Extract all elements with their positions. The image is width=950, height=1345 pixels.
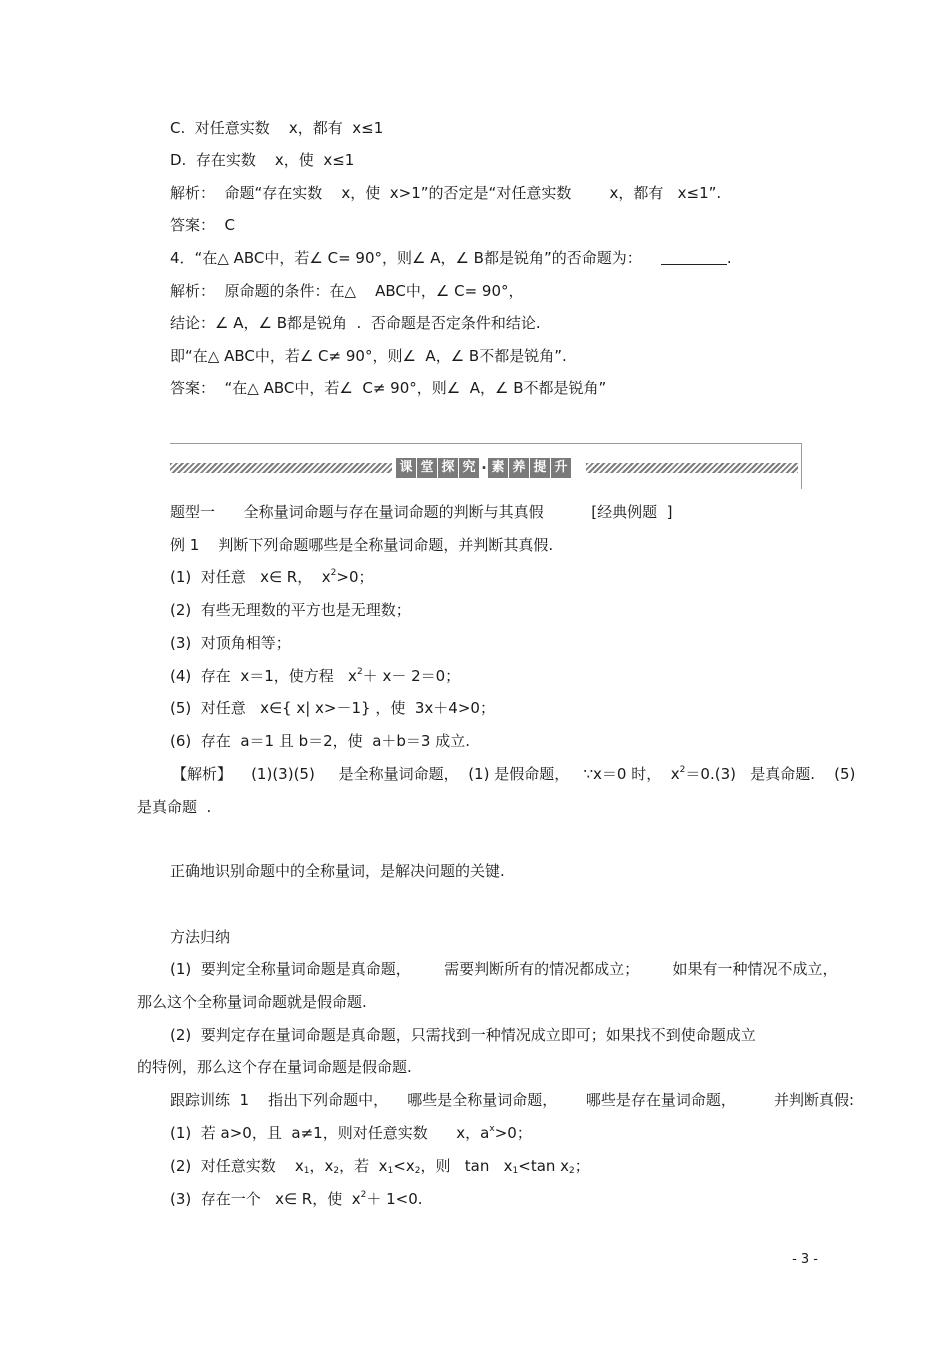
method-2: (2) 要判定存在量词命题是真命题，只需找到一种情况成立即可；如果找不到使命题成立 <box>170 1026 756 1044</box>
question-4-end: . <box>726 249 732 267</box>
banner-title <box>396 457 572 479</box>
banner-hatch-left <box>170 463 392 473</box>
banner-separator: · <box>481 459 487 477</box>
practice-2-text: <tan x <box>518 1157 570 1175</box>
banner-rule <box>170 443 802 444</box>
question-4 <box>170 248 732 268</box>
item-3: (3) 对顶角相等； <box>170 634 291 652</box>
banner-edge <box>801 443 802 489</box>
item-1-end: >0； <box>336 568 374 586</box>
practice-1-text: (1) 若 a>0，且 a≠1，则对任意实数 x，a <box>170 1124 490 1142</box>
practice-2-text: ，则 tan x <box>420 1157 513 1175</box>
practice-3-text: (3) 存在一个 x∈ R，使 x <box>170 1190 361 1208</box>
method-2-cont: 的特例，那么这个存在量词命题是假命题. <box>137 1058 412 1076</box>
answer-blank <box>661 250 727 265</box>
banner-char: 课 <box>396 458 416 478</box>
method-1-cont: 那么这个全称量词命题就是假命题. <box>137 993 367 1011</box>
page-number: - 3 - <box>792 1252 818 1267</box>
exponent: 2 <box>356 667 363 677</box>
subscript: 2 <box>333 1166 340 1176</box>
practice-2-text: (2) 对任意实数 x <box>170 1157 304 1175</box>
answer-3: 答案： C <box>170 216 236 234</box>
tip: 正确地识别命题中的全称量词，是解决问题的关键. <box>170 862 505 880</box>
question-4-text: 4．“在△ ABC中，若∠ C= 90°，则∠ A，∠ B都是锐角”的否命题为： <box>170 249 642 267</box>
banner-char: 升 <box>551 458 571 478</box>
subscript: 1 <box>303 1166 310 1176</box>
practice-3 <box>170 1189 423 1209</box>
subscript: 2 <box>414 1166 421 1176</box>
exponent: 2 <box>330 568 337 578</box>
item-4-end: ＋ x－ 2＝0； <box>362 667 461 685</box>
subscript: 1 <box>387 1166 394 1176</box>
banner-char: 提 <box>530 458 550 478</box>
item-5: (5) 对任意 x∈{ x| x>－1} ，使 3x＋4>0； <box>170 699 495 717</box>
practice-1 <box>170 1123 532 1143</box>
solution-line-1 <box>172 764 855 784</box>
practice-1-end: >0； <box>494 1124 532 1142</box>
item-4-text: (4) 存在 x＝1，使方程 x <box>170 667 357 685</box>
type-heading: 题型一 全称量词命题与存在量词命题的判断与其真假 [经典例题 ] <box>170 503 673 521</box>
section-banner <box>170 443 802 489</box>
subscript: 1 <box>512 1166 519 1176</box>
exponent: x <box>489 1124 495 1134</box>
answer-4: 答案： “在△ ABC中，若∠ C≠ 90°，则∠ A，∠ B不都是锐角” <box>170 379 607 397</box>
practice-2-text: <x <box>393 1157 415 1175</box>
solution-line-2: 是真命题 . <box>137 798 212 816</box>
negation-4: 即“在△ ABC中，若∠ C≠ 90°，则∠ A，∠ B不都是锐角”. <box>170 347 567 365</box>
method-heading: 方法归纳 <box>170 928 231 946</box>
exponent: 2 <box>679 765 686 775</box>
method-1: (1) 要判定全称量词命题是真命题， 需要判断所有的情况都成立； 如果有一种情况不成立， <box>170 960 838 978</box>
practice-3-end: ＋ 1<0. <box>366 1190 423 1208</box>
item-6: (6) 存在 a＝1 且 b＝2，使 a＋b＝3 成立. <box>170 732 470 750</box>
item-1-text: (1) 对任意 x∈ R， x <box>170 568 331 586</box>
practice-2-text: ，若 x <box>339 1157 388 1175</box>
item-2: (2) 有些无理数的平方也是无理数； <box>170 601 411 619</box>
option-d: D. 存在实数 x，使 x≤1 <box>170 151 355 169</box>
item-1 <box>170 567 374 587</box>
solution-end: ＝0.(3) 是真命题. (5) <box>685 765 856 783</box>
practice-2-text: ，x <box>309 1157 334 1175</box>
banner-char: 堂 <box>417 458 437 478</box>
analysis-3: 解析： 命题“存在实数 x，使 x>1”的否定是“对任意实数 x，都有 x≤1”. <box>170 184 722 202</box>
banner-hatch-right <box>586 463 798 473</box>
item-4 <box>170 666 460 686</box>
subscript: 2 <box>569 1166 575 1176</box>
example-1: 例 1 判断下列命题哪些是全称量词命题，并判断其真假. <box>170 536 554 554</box>
option-c: C. 对任意实数 x，都有 x≤1 <box>170 119 384 137</box>
conclusion-4: 结论：∠ A，∠ B都是锐角 . 否命题是否定条件和结论. <box>170 314 541 332</box>
exponent: 2 <box>360 1190 367 1200</box>
practice-2 <box>170 1156 590 1176</box>
banner-char: 探 <box>438 458 458 478</box>
banner-char: 究 <box>459 458 479 478</box>
banner-char: 养 <box>509 458 529 478</box>
analysis-4: 解析： 原命题的条件：在△ ABC中，∠ C= 90°， <box>170 282 524 300</box>
banner-char: 素 <box>488 458 508 478</box>
practice-heading: 跟踪训练 1 指出下列命题中， 哪些是全称量词命题， 哪些是存在量词命题， 并判断真假: <box>170 1091 855 1109</box>
practice-2-end: ； <box>574 1157 590 1175</box>
solution-text: 【解析】 (1)(3)(5) 是全称量词命题， (1) 是假命题， ∵x＝0 时， x <box>172 765 680 783</box>
